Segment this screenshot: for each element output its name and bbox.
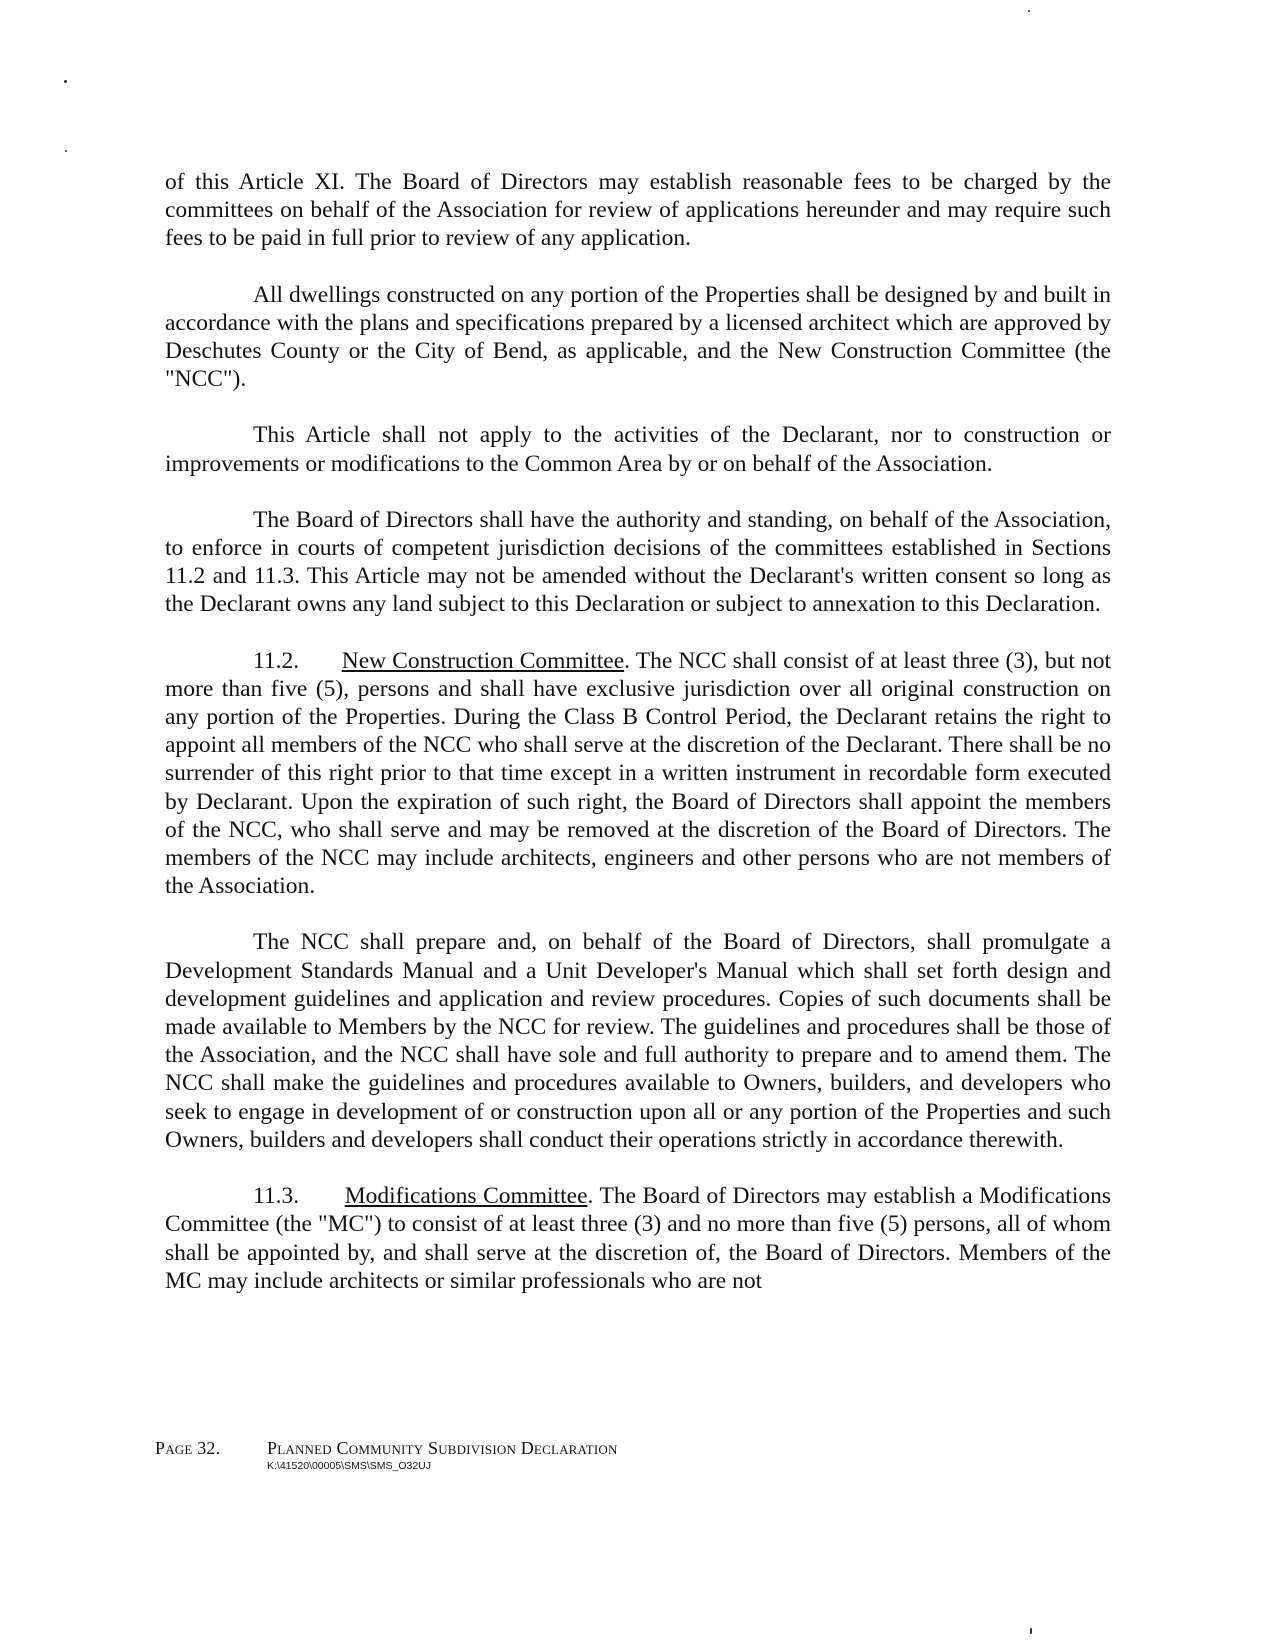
section-heading: Modifications Committee bbox=[344, 1183, 588, 1210]
section-text: . The NCC shall consist of at least three (3), but not more than five (5), persons and shall have exclusive jurisdiction over all original construction on any portion of the Properties. During the Class B Control Period, the Declarant retains the right to appoint all members of the NCC who shall serve at the discretion of the Declarant. There shall be no surrender of this right prior to that time except in a written instrument in recordable form executed by Declarant. Upon the expiration of such right, the Board of Directors shall appoint the members of the NCC, who shall serve and may be removed at the discretion of the Board of Directors. The members of the NCC may include architects, engineers and other persons who are not members of the Association. bbox=[165, 647, 1112, 900]
paragraph-dwellings: All dwellings constructed on any portion of the Properties shall be designed by and built in accordance with the plans and specifications prepared by a licensed architect which are approved by Deschutes County or the City of Bend, as applicable, and the New Construction Committee (the "NCC"). bbox=[165, 281, 1111, 393]
footer-line bbox=[155, 1438, 855, 1459]
section-11-3 bbox=[165, 1182, 1111, 1295]
document-title: Planned Community Subdivision Declaration bbox=[267, 1438, 618, 1458]
file-path: K:\41520\00005\SMS\SMS_O32UJ bbox=[267, 1460, 432, 1472]
scan-speck bbox=[64, 80, 67, 83]
paragraph-ncc-manual: The NCC shall prepare and, on behalf of the Board of Directors, shall promulgate a Development Standards Manual and a Unit Developer's Manual which shall set forth design and development guidelines and application and review procedures. Copies of such documents shall be made available to Members by the NCC for review. The guidelines and procedures shall be those of the Association, and the NCC shall have sole and full authority to prepare and to amend them. The NCC shall make the guidelines and procedures available to Owners, builders, and developers who seek to engage in development of or construction upon all or any portion of the Properties and such Owners, builders and developers shall conduct their operations strictly in accordance therewith. bbox=[165, 929, 1111, 1153]
scan-speck bbox=[1028, 10, 1030, 12]
page-number: Page 32. bbox=[155, 1438, 221, 1458]
scan-speck bbox=[65, 150, 67, 152]
paragraph-fees: of this Article XI. The Board of Directors may establish reasonable fees to be charged by the committees on behalf of the Association for review of applications hereunder and may require such fees to be paid in full prior to review of any application. bbox=[165, 169, 1111, 252]
page-footer bbox=[155, 1438, 855, 1472]
section-11-2 bbox=[165, 647, 1111, 901]
scan-speck bbox=[1030, 1628, 1032, 1634]
document-body bbox=[165, 168, 1111, 1323]
section-text: . The Board of Directors may establish a Modifications Committee (the "MC") to consist of at least three (3) and no more than five (5) persons, all of whom shall be appointed by, and shall serve at the discretion of, the Board of Directors. Members of the MC may include architects or similar professionals who are not bbox=[165, 1183, 1112, 1294]
section-heading: New Construction Committee bbox=[341, 647, 625, 674]
paragraph-enforcement: The Board of Directors shall have the authority and standing, on behalf of the Association, to enforce in courts of competent jurisdiction decisions of the committees established in Sections 11.2 and 11.3. This Article may not be amended without the Declarant's written consent so long as the Declarant owns any land subject to this Declaration or subject to annexation to this Declaration. bbox=[165, 506, 1111, 618]
paragraph-declarant-exemption: This Article shall not apply to the activities of the Declarant, nor to construction or improvements or modifications to the Common Area by or on behalf of the Association. bbox=[165, 422, 1111, 477]
section-number: 11.3. bbox=[253, 1183, 300, 1210]
section-number: 11.2. bbox=[253, 647, 300, 674]
